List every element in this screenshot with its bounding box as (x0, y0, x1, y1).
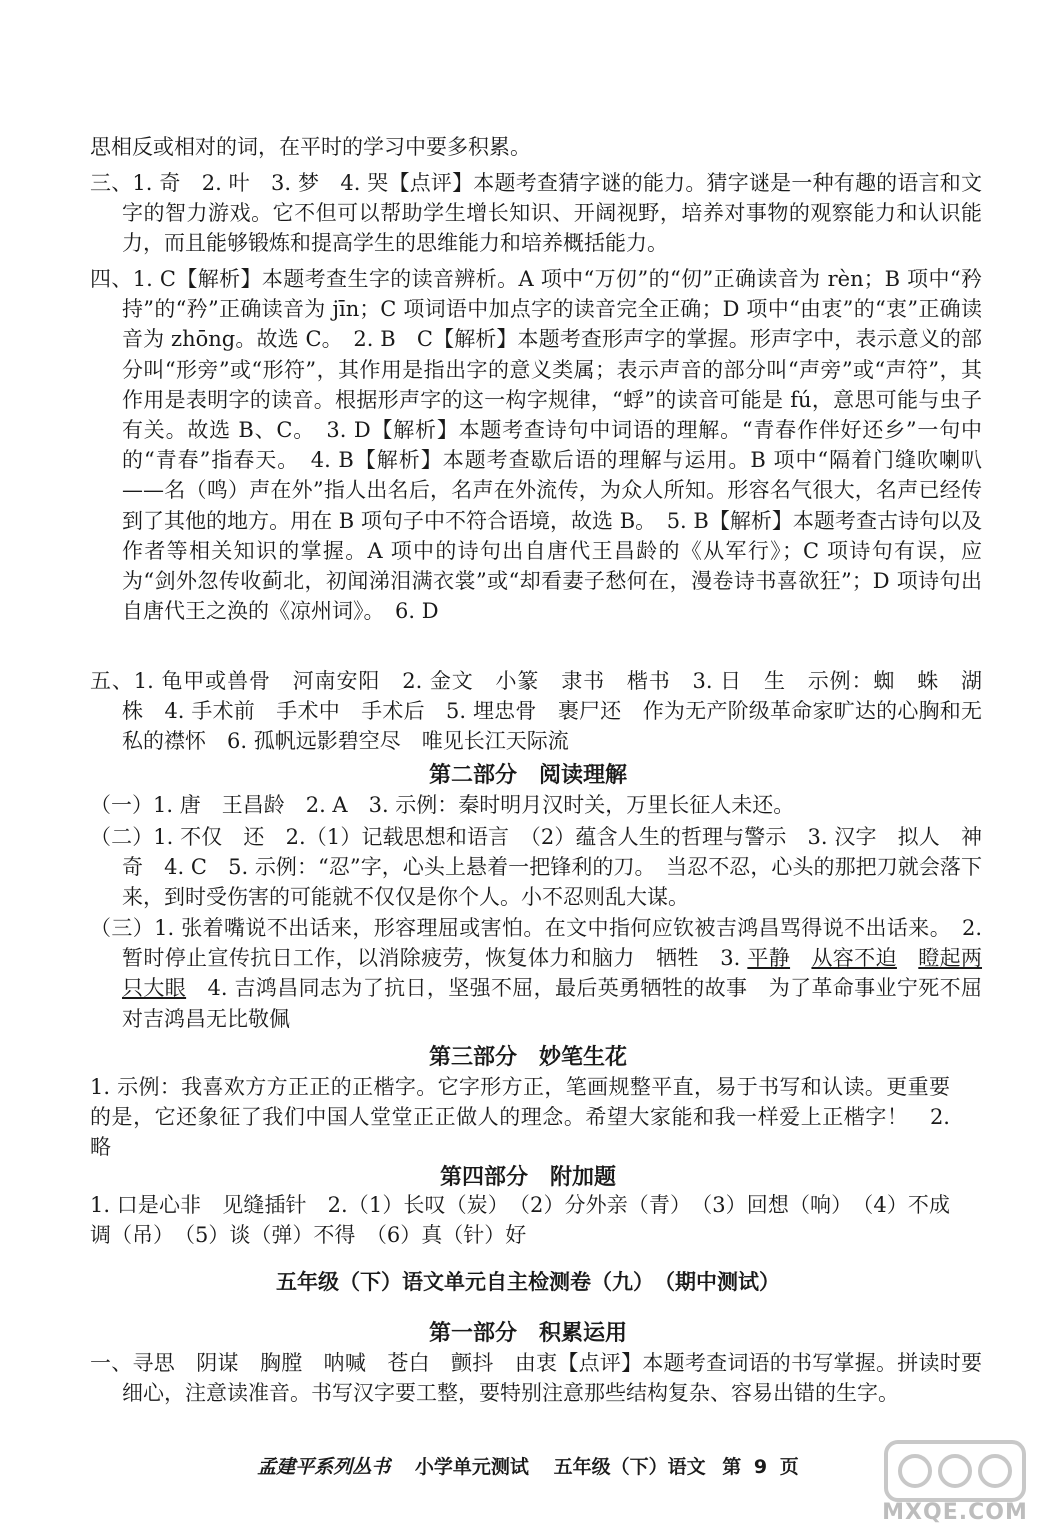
section-heading-accumulation: 第一部分 积累运用 (428, 1321, 627, 1346)
page-prefix: 第 (722, 1456, 742, 1478)
text-line: （一）1. 唐 王昌龄 2. A 3. 示例：秦时明月汉时关，万里长征人未还。 (90, 793, 795, 817)
page-number: 9 (753, 1456, 768, 1478)
text-line: （三）1. 张着嘴说不出话来，形容理屈或害怕。在文中指何应钦被吉鸿昌骂得说不出话来。 2. 暂时停止宣传抗日工作，以消除疲劳，恢复体力和脑力 牺牲 3. (90, 916, 982, 971)
text-line: 三、1. 奇 2. 叶 3. 梦 4. 哭【点评】本题考查猜字谜的能力。猜字谜是一种有趣的语言和文字的智力游戏。它不但可以帮助学生增长知识、开阔视野，培养对事物的观察能力和认识能力，而且能够锻炼和提高学生的思维能力和培养概括能力。 (90, 171, 982, 256)
paragraph-bonus (90, 1190, 950, 1250)
series-name: 孟建平系列丛书 (257, 1456, 391, 1478)
text-line: （二）1. 不仅 还 2.（1）记载思想和语言 （2）蕴含人生的哲理与警示 3. 汉字 拟人 神奇 4. C 5. 示例：“忍”字，心头上悬着一把锋利的刀。 当忍不忍，心头的那把刀就会落下来，到时受伤害的可能就不仅仅是你个人。小不忍则乱大谋。 (90, 825, 982, 910)
paragraph-section-5 (90, 666, 1003, 757)
text-line: 一、寻思 阴谋 胸膛 呐喊 苍白 颤抖 由衷【点评】本题考查词语的书写掌握。拼读时要细心，注意读准音。书写汉字要工整，要特别注意那些结构复杂、容易出错的生字。 (90, 1351, 982, 1406)
section-heading-bonus: 第四部分 附加题 (439, 1165, 616, 1190)
paragraph-accumulation-1 (90, 1348, 982, 1408)
text-line: 4. 吉鸿昌同志为了抗日，坚强不屈，最后英勇牺牲的故事 为了革命事业宁死不屈 对吉鸿昌无比敬佩 (122, 976, 1004, 1031)
text-line: 1. 口是心非 见缝插针 2.（1）长叹（炭） （2）分外亲（青） （3）回想（响） （4）不成调（吊） （5）谈（弹）不得 （6）真（针）好 (90, 1193, 950, 1248)
paragraph-section-4 (90, 264, 982, 626)
underlined-answer: 平静 (747, 946, 791, 971)
underlined-answer: 从容不迫 (811, 946, 897, 971)
watermark-text: MXQE.COM (882, 1500, 1028, 1525)
grade-subject: 五年级（下）语文 (553, 1456, 706, 1478)
text-line: 四、1. C【解析】本题考查生字的读音辨析。A 项中“万仞”的“仞”正确读音为 rèn；B 项中“矜持”的“矜”正确读音为 jīn；C 项词语中加点字的读音完全正确；D 项中“由衷”的“衷”正确读音为 zhōng。故选 C。 2. B C【解析】本题考查形声字的掌握。形声字中，表示意义的部分叫“形旁”或“形符”，其作用是指出字的意义类属；表示声音的部分叫“声旁”或“声符”，其作用是表明字的读音。根据形声字的这一构字规律，“蜉”的读音可能是 fú，意思可能与虫子有关。故选 B、C。 3. D【解析】本题考查诗句中词语的理解。“青春作伴好还乡”一句中的“青春”指春天。 4. B【解析】本题考查歇后语的理解与运用。B 项中“隔着门缝吹喇叭——名（鸣）声在外”指人出名后，名声在外流传，为众人所知。形容名气很大，名声已经传到了其他的地方。用在 B 项句子中不符合语境，故选 B。 5. B【解析】本题考查古诗句以及作者等相关知识的掌握。A 项中的诗句出自唐代王昌龄的《从军行》；C 项诗句有误，应为“剑外忽传收蓟北，初闻涕泪满衣裳”或“却看妻子愁何在，漫卷诗书喜欲狂”；D 项诗句出自唐代王之涣的《凉州词》。 6. D (90, 267, 982, 624)
paragraph-reading-2 (90, 822, 982, 913)
section-heading-writing: 第三部分 妙笔生花 (428, 1045, 627, 1070)
book-name: 小学单元测试 (414, 1456, 529, 1478)
paragraph-continuation (90, 132, 950, 162)
paragraph-reading-1 (90, 790, 982, 820)
page-suffix: 页 (779, 1456, 799, 1478)
text-line: 思相反或相对的词，在平时的学习中要多积累。 (90, 135, 531, 159)
text-line: 1. 示例：我喜欢方方正正的正楷字。它字形方正，笔画规整平直，易于书写和认读。更重要的是，它还象征了我们中国人堂堂正正做人的理念。希望大家能和我一样爱上正楷字！ 2. 略 (90, 1075, 950, 1160)
test-title: 五年级（下）语文单元自主检测卷（九） （期中测试） (276, 1270, 780, 1294)
paragraph-section-3 (90, 168, 982, 259)
section-heading-reading: 第二部分 阅读理解 (428, 763, 627, 788)
paragraph-reading-3 (90, 913, 1004, 1034)
underlined-answer: 瞪起两只大眼 (122, 946, 983, 1001)
text-line: 五、1. 龟甲或兽骨 河南安阳 2. 金文 小篆 隶书 楷书 3. 日 生 示例：蜘 蛛 湖 株 4. 手术前 手术中 手术后 5. 埋忠骨 裹尸还 作为无产阶级革命家旷达的心胸和无私的襟怀 6. 孤帆远影碧空尽 唯见长江天际流 (90, 669, 1003, 754)
paragraph-writing (90, 1072, 950, 1163)
